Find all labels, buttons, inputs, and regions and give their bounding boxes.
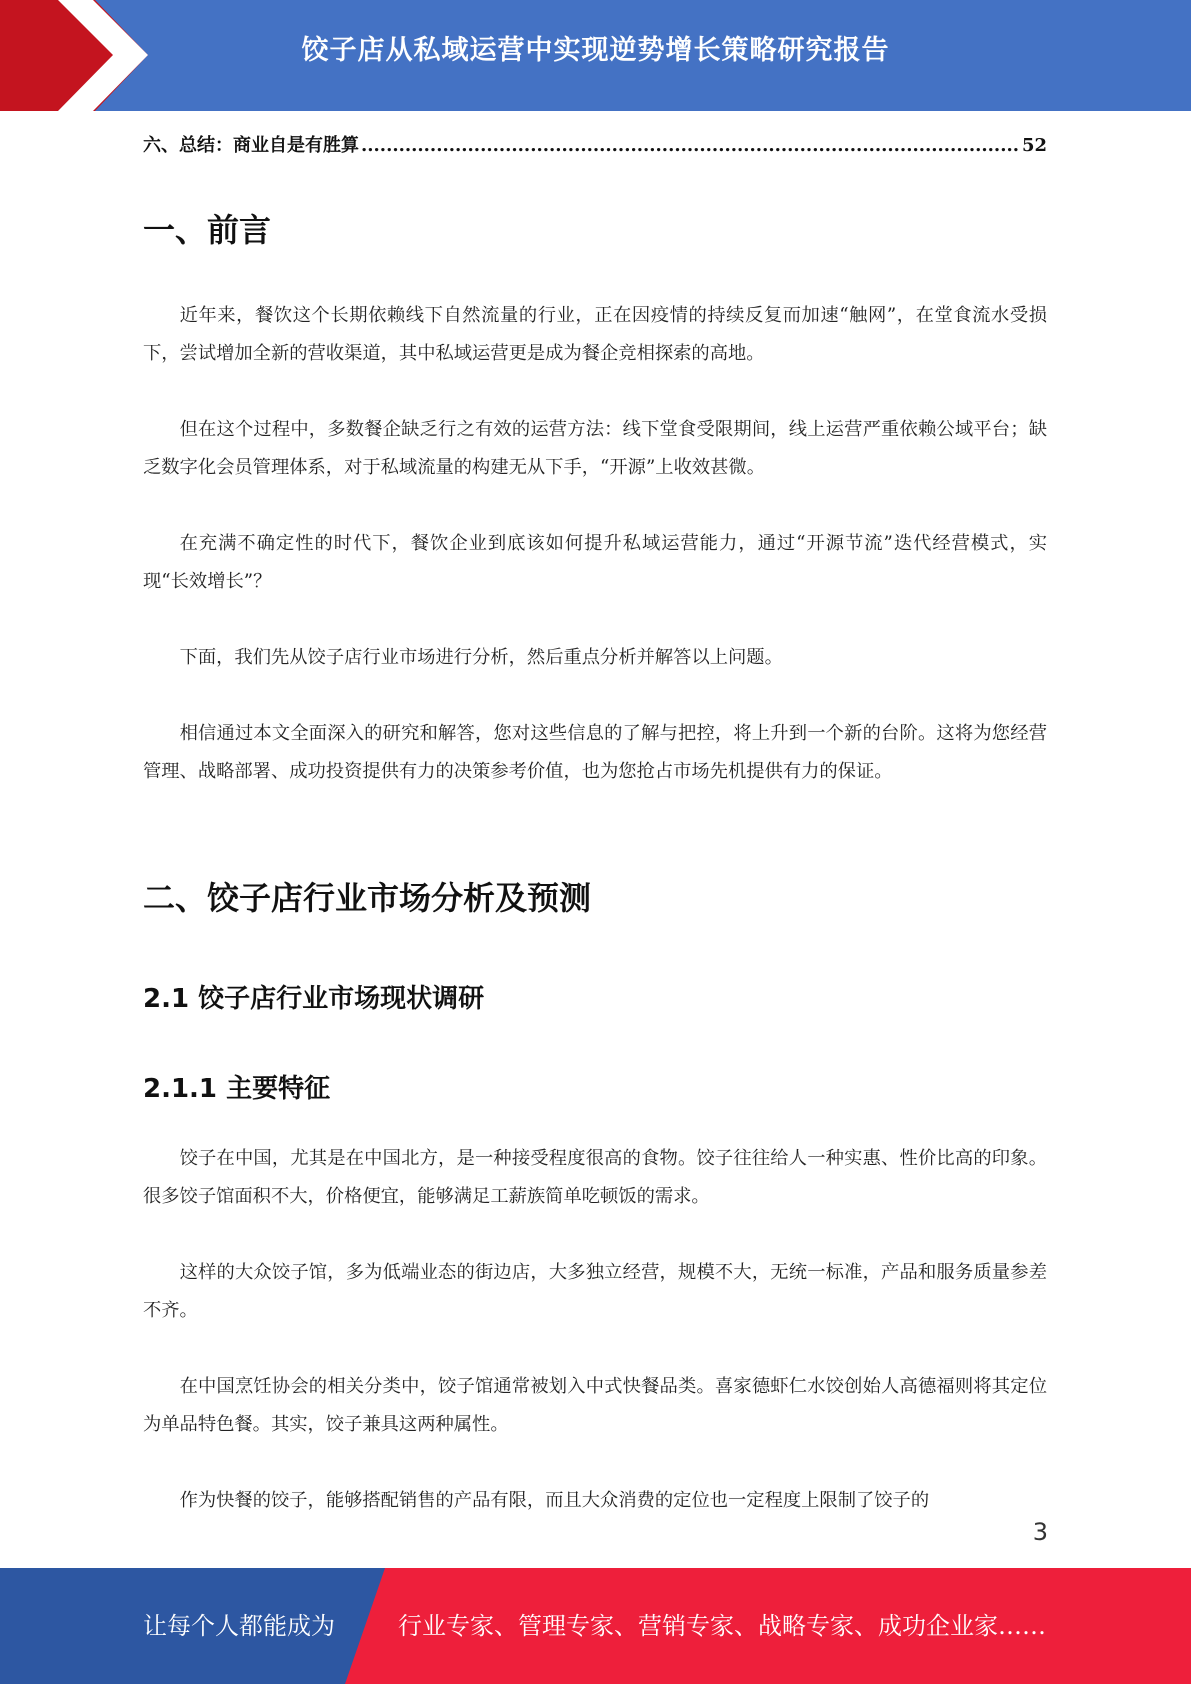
page-footer: [0, 1568, 1191, 1684]
paragraph: 近年来，餐饮这个长期依赖线下自然流量的行业，正在因疫情的持续反复而加速“触网”，在堂食流水受损下，尝试增加全新的营收渠道，其中私域运营更是成为餐企竞相探索的高地。: [143, 305, 1047, 364]
paragraph: 作为快餐的饺子，能够搭配销售的产品有限，而且大众消费的定位也一定程度上限制了饺子的: [179, 1490, 930, 1511]
paragraph: 但在这个过程中，多数餐企缺乏行之有效的运营方法：线下堂食受限期间，线上运营严重依赖公域平台；缺乏数字化会员管理体系，对于私域流量的构建无从下手，“开源”上收效甚微。: [143, 419, 1047, 478]
paragraph: 这样的大众饺子馆，多为低端业态的街边店，大多独立经营，规模不大，无统一标准，产品和服务质量参差不齐。: [143, 1262, 1047, 1321]
paragraph: 在充满不确定性的时代下，餐饮企业到底该如何提升私域运营能力，通过“开源节流”迭代经营模式，实现“长效增长”？: [143, 533, 1047, 592]
toc-entry-page: 52: [1021, 135, 1047, 156]
footer-slogan-left: 让每个人都能成为: [143, 1612, 335, 1640]
paragraph: 在中国烹饪协会的相关分类中，饺子馆通常被划入中式快餐品类。喜家德虾仁水饺创始人高德福则将其定位为单品特色餐。其实，饺子兼具这两种属性。: [143, 1376, 1047, 1435]
paragraph: 下面，我们先从饺子店行业市场进行分析，然后重点分析并解答以上问题。: [179, 647, 783, 668]
subsection-heading-status: 2.1 饺子店行业市场现状调研: [143, 984, 485, 1014]
page-header: [0, 0, 1191, 111]
paragraph: 饺子在中国，尤其是在中国北方，是一种接受程度很高的食物。饺子往往给人一种实惠、性价比高的印象。很多饺子馆面积不大，价格便宜，能够满足工薪族简单吃顿饭的需求。: [143, 1148, 1047, 1207]
toc-entry-label: 六、总结：商业自是有胜算: [143, 135, 359, 156]
subsection-heading-features: 2.1.1 主要特征: [143, 1074, 331, 1104]
page-number: 3: [1032, 1518, 1048, 1546]
toc-leader-dots: [361, 135, 1020, 156]
footer-slogan-right: 行业专家、管理专家、营销专家、战略专家、成功企业家……: [398, 1612, 1046, 1640]
section-heading-preface: 一、前言: [143, 211, 272, 249]
toc-entry[interactable]: [143, 131, 1047, 157]
report-title: 饺子店从私域运营中实现逆势增长策略研究报告: [301, 35, 890, 66]
section-heading-market: 二、饺子店行业市场分析及预测: [143, 879, 592, 917]
paragraph: 相信通过本文全面深入的研究和解答，您对这些信息的了解与把控，将上升到一个新的台阶。这将为您经营管理、战略部署、成功投资提供有力的决策参考价值，也为您抢占市场先机提供有力的保证。: [143, 723, 1047, 782]
